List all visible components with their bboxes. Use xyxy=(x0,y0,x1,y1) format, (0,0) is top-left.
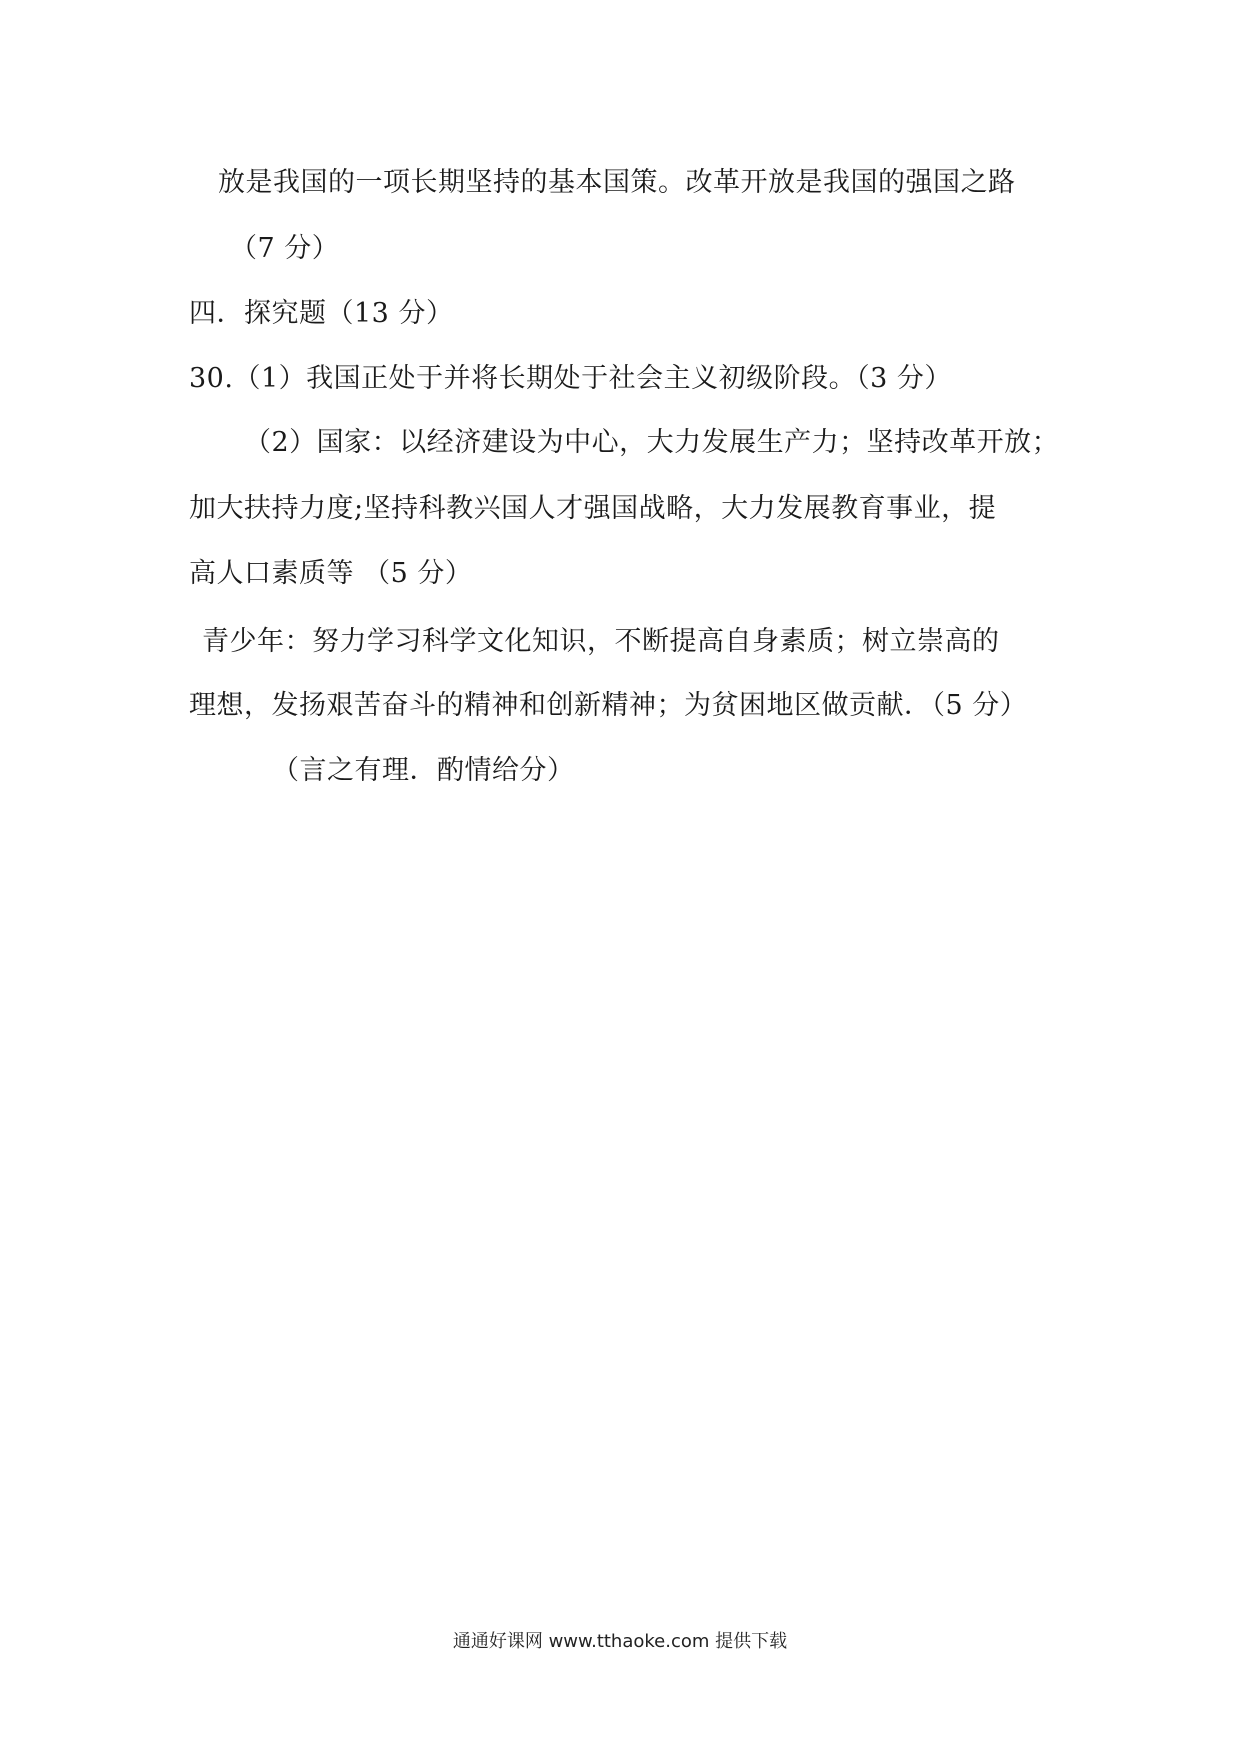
answer-line-1: 放是我国的一项长期坚持的基本国策。改革开放是我国的强国之路 xyxy=(218,167,1016,198)
answer-line-2: （7 分） xyxy=(230,233,340,264)
youth-answer-line-2: 理想，发扬艰苦奋斗的精神和创新精神；为贫困地区做贡献．（5 分） xyxy=(189,690,1028,721)
question-30-part-2-line-2: 加大扶持力度;坚持科教兴国人才强国战略，大力发展教育事业，提 xyxy=(189,493,997,524)
page-footer: 通通好课网 www.tthaoke.com 提供下载 xyxy=(452,1631,788,1652)
question-30-part-2-line-1: （2）国家：以经济建设为中心，大力发展生产力；坚持改革开放； xyxy=(244,427,1060,458)
grading-note: （言之有理．酌情给分） xyxy=(272,755,575,786)
question-30-part-1: 30.（1）我国正处于并将长期处于社会主义初级阶段。（3 分） xyxy=(189,363,952,394)
question-30-part-2-line-3: 高人口素质等 （5 分） xyxy=(189,558,473,589)
youth-answer-line-1: 青少年：努力学习科学文化知识，不断提高自身素质；树立崇高的 xyxy=(202,626,1000,657)
section-heading: 四．探究题（13 分） xyxy=(189,298,454,329)
